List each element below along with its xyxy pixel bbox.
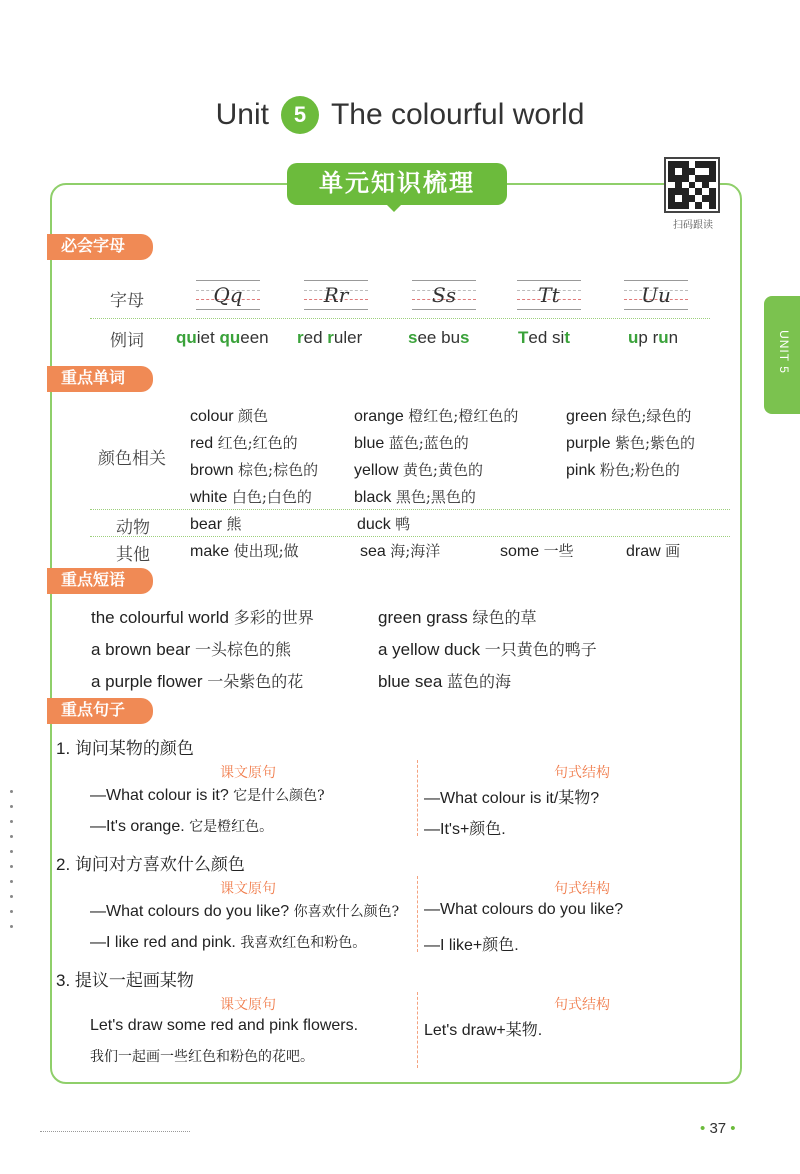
- page-number: • 37 •: [700, 1120, 736, 1137]
- letter-u: Uu: [624, 280, 688, 310]
- original-sentence: —I like red and pink. 我喜欢红色和粉色。: [90, 934, 367, 951]
- footer-mark: [40, 1131, 190, 1138]
- example-words-t: Ted sit: [518, 328, 570, 347]
- qr-code-icon[interactable]: [664, 157, 720, 213]
- letter-q: Qq: [196, 280, 260, 310]
- vocab-item: orange 橙红色;橙红色的: [354, 407, 519, 425]
- vocab-item: pink 粉色;粉色的: [566, 461, 680, 479]
- section-label-sentences: 重点句子: [47, 698, 153, 724]
- example-words-q: quiet queen: [176, 328, 269, 347]
- column-head-original: 课文原句: [220, 996, 276, 1012]
- unit-side-tab-label: UNIT 5: [777, 330, 791, 374]
- row-label-letters: 字母: [110, 291, 144, 310]
- example-words-u: up run: [628, 328, 679, 347]
- section-label-phrases: 重点短语: [47, 568, 153, 594]
- page-title: [0, 96, 800, 134]
- column-divider: [417, 992, 418, 1068]
- vocab-item: blue 蓝色;蓝色的: [354, 434, 469, 452]
- vocab-item: bear 熊: [190, 515, 242, 533]
- vocab-item: make 使出现;做: [190, 542, 299, 560]
- vocab-category-other: 其他: [116, 545, 150, 564]
- original-sentence: —What colour is it? 它是什么颜色?: [90, 787, 325, 804]
- margin-dots: [10, 790, 14, 940]
- letter-r: Rr: [304, 280, 368, 310]
- sentence-group-title: 2. 询问对方喜欢什么颜色: [56, 855, 245, 874]
- structure-sentence: —It's+颜色.: [424, 821, 506, 838]
- vocab-item: red 红色;红色的: [190, 434, 298, 452]
- section-banner: 单元知识梳理: [287, 163, 507, 205]
- divider: [90, 318, 710, 319]
- vocab-item: sea 海;海洋: [360, 542, 441, 560]
- column-head-structure: 句式结构: [554, 996, 610, 1012]
- structure-sentence: —What colour is it/某物?: [424, 790, 600, 807]
- vocab-item: purple 紫色;紫色的: [566, 434, 695, 452]
- structure-sentence: Let's draw+某物.: [424, 1022, 543, 1039]
- vocab-item: colour 颜色: [190, 407, 269, 425]
- unit-title: The colourful world: [330, 98, 585, 131]
- unit-word: Unit: [215, 98, 269, 131]
- vocab-item: green 绿色;绿色的: [566, 407, 692, 425]
- column-head-structure: 句式结构: [554, 764, 610, 780]
- letter-t: Tt: [517, 280, 581, 310]
- vocab-item: yellow 黄色;黄色的: [354, 461, 483, 479]
- column-head-structure: 句式结构: [554, 880, 610, 896]
- vocab-item: white 白色;白色的: [190, 488, 312, 506]
- phrase-item: a purple flower 一朵紫色的花: [91, 672, 304, 691]
- vocab-item: black 黑色;黑色的: [354, 488, 476, 506]
- section-label-letters: 必会字母: [47, 234, 153, 260]
- column-divider: [417, 760, 418, 836]
- structure-sentence: —What colours do you like?: [424, 901, 624, 918]
- phrase-item: a yellow duck 一只黄色的鸭子: [378, 640, 597, 659]
- phrase-item: green grass 绿色的草: [378, 608, 537, 627]
- phrase-item: a brown bear 一头棕色的熊: [91, 640, 291, 659]
- vocab-category-colour: 颜色相关: [98, 449, 166, 468]
- vocab-category-animal: 动物: [116, 518, 150, 537]
- divider: [90, 536, 730, 537]
- vocab-item: draw 画: [626, 542, 681, 560]
- example-words-r: red ruler: [297, 328, 363, 347]
- original-sentence: 我们一起画一些红色和粉色的花吧。: [90, 1049, 314, 1065]
- banner-pointer: [386, 204, 402, 212]
- column-divider: [417, 876, 418, 952]
- divider: [90, 509, 730, 510]
- qr-label: 扫码跟读: [673, 220, 713, 231]
- unit-number-badge: 5: [281, 96, 319, 134]
- phrase-item: blue sea 蓝色的海: [378, 672, 512, 691]
- structure-sentence: —I like+颜色.: [424, 937, 519, 954]
- section-label-vocab: 重点单词: [47, 366, 153, 392]
- vocab-item: duck 鸭: [357, 515, 411, 533]
- letter-s: Ss: [412, 280, 476, 310]
- vocab-item: some 一些: [500, 542, 574, 560]
- example-words-s: see bus: [408, 328, 470, 347]
- column-head-original: 课文原句: [220, 880, 276, 896]
- vocab-item: brown 棕色;棕色的: [190, 461, 319, 479]
- column-head-original: 课文原句: [220, 764, 276, 780]
- sentence-group-title: 1. 询问某物的颜色: [56, 739, 194, 758]
- original-sentence: —What colours do you like? 你喜欢什么颜色?: [90, 903, 400, 920]
- original-sentence: —It's orange. 它是橙红色。: [90, 818, 274, 835]
- original-sentence: Let's draw some red and pink flowers.: [90, 1017, 359, 1034]
- row-label-words: 例词: [110, 331, 144, 350]
- sentence-group-title: 3. 提议一起画某物: [56, 971, 194, 990]
- phrase-item: the colourful world 多彩的世界: [91, 608, 314, 627]
